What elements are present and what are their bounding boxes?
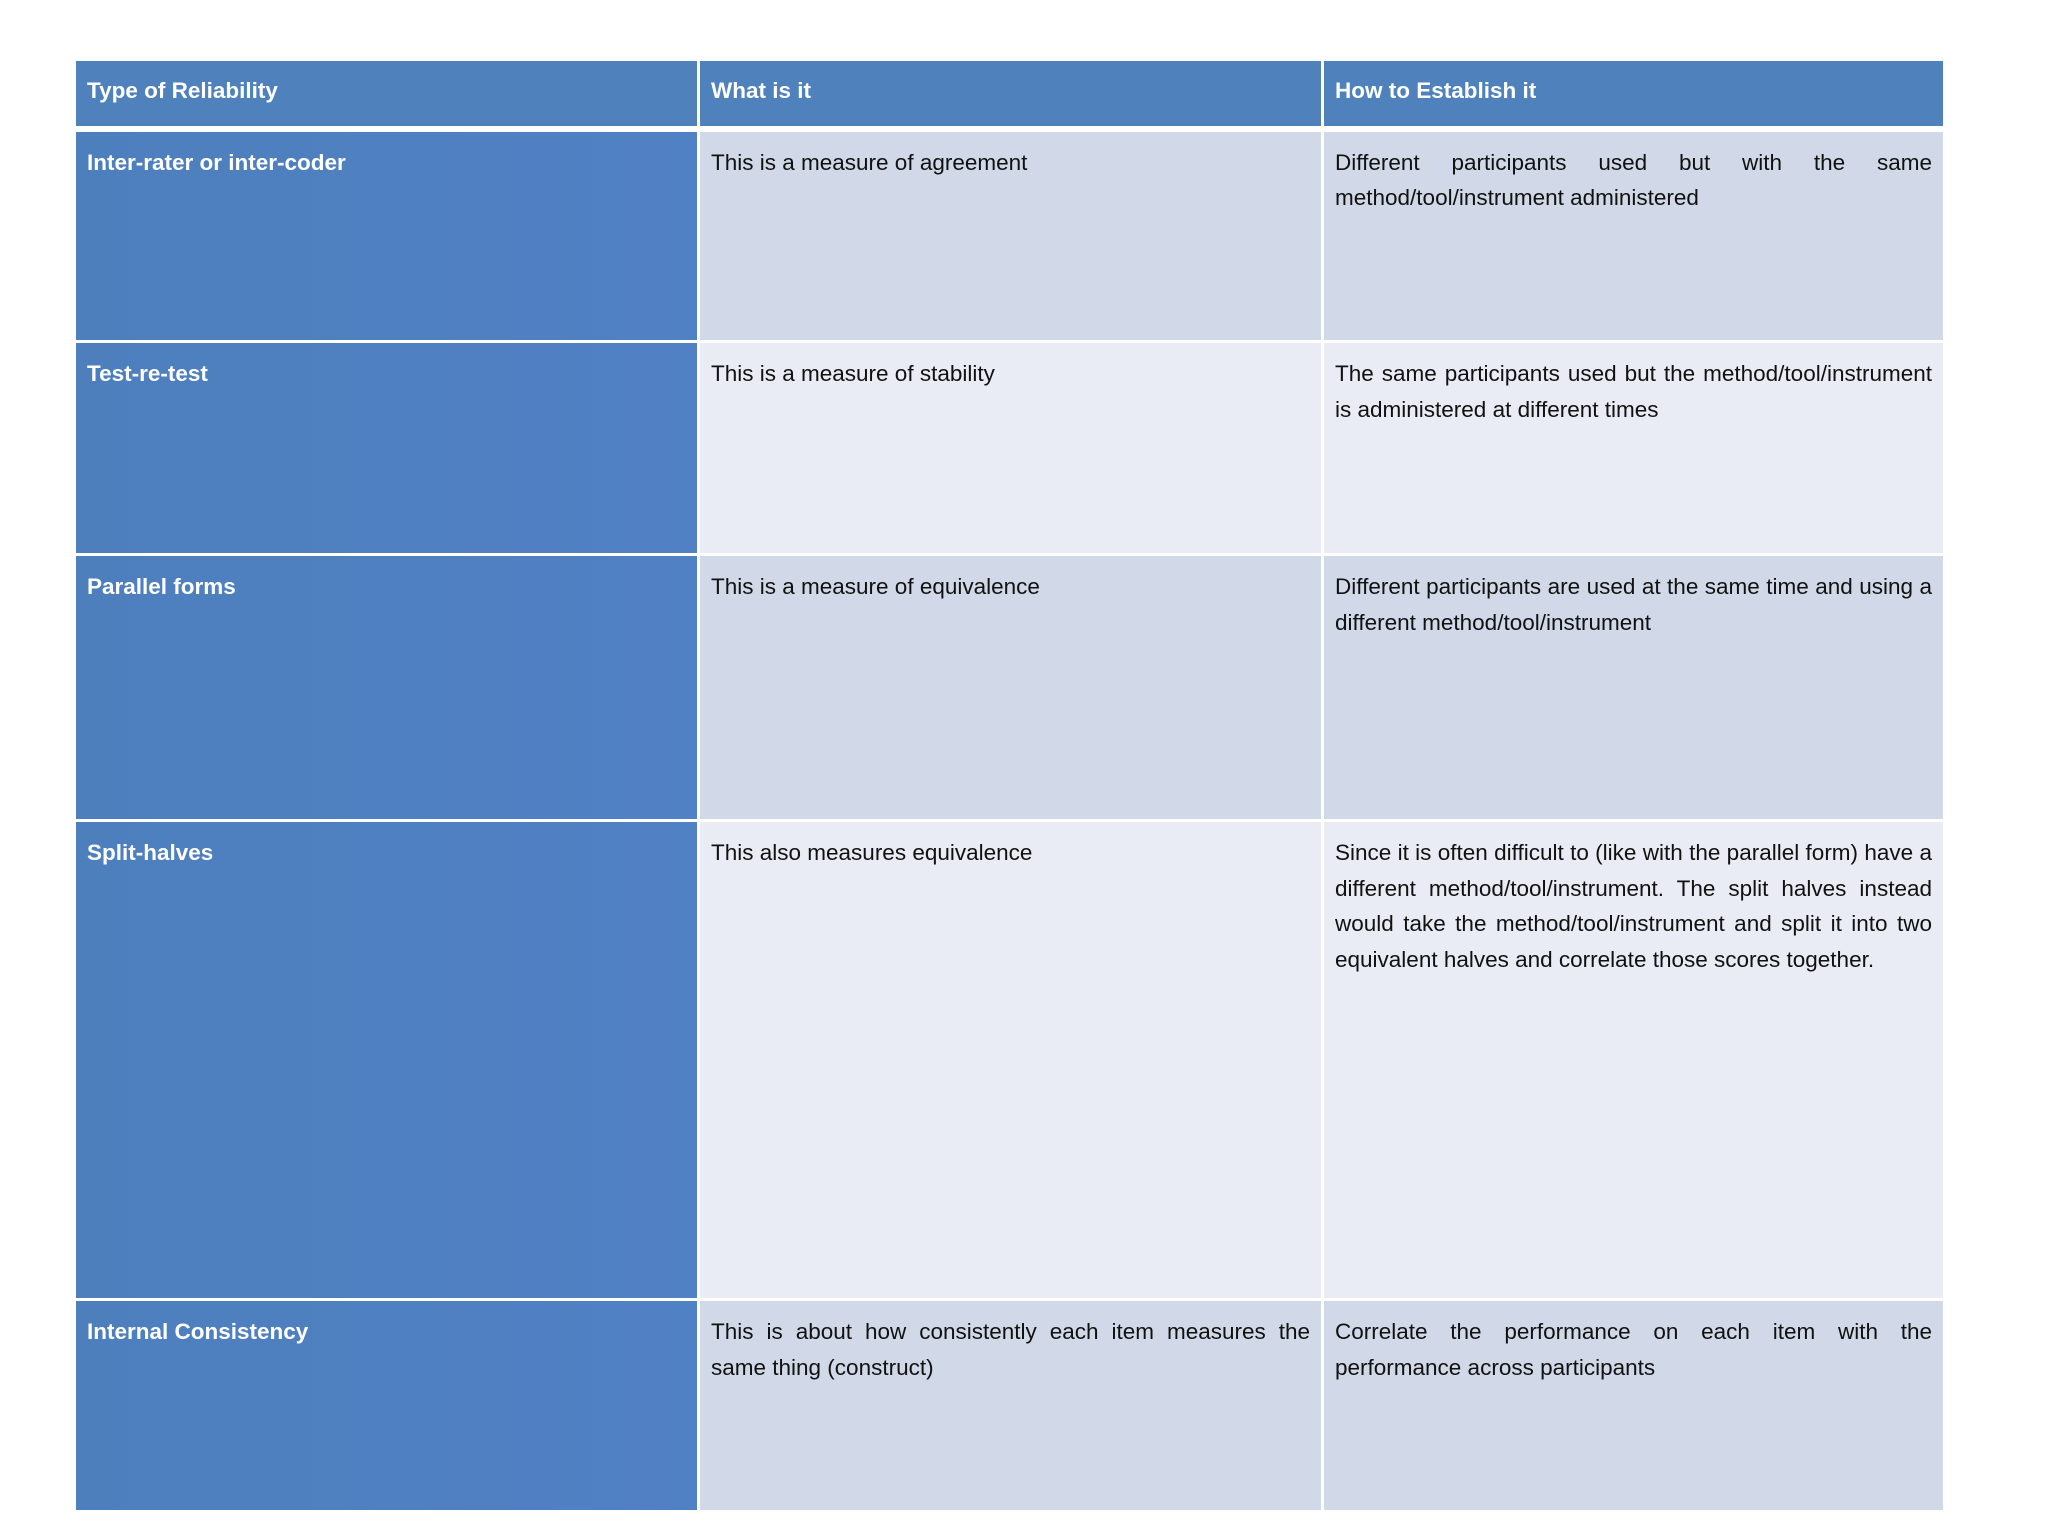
table-row xyxy=(75,129,1945,342)
row-how-cell: Different participants are used at the same time and using a different method/tool/instrument xyxy=(1323,555,1945,821)
header-type-of-reliability: Type of Reliability xyxy=(75,60,699,129)
table-row xyxy=(75,342,1945,555)
table-header-row xyxy=(75,60,1945,129)
row-what-cell: This also measures equivalence xyxy=(699,821,1323,1300)
row-how-cell: Correlate the performance on each item with the performance across participants xyxy=(1323,1300,1945,1512)
row-what-cell: This is a measure of stability xyxy=(699,342,1323,555)
row-type-cell: Test-re-test xyxy=(75,342,699,555)
row-what-cell: This is a measure of agreement xyxy=(699,129,1323,342)
row-type-cell: Parallel forms xyxy=(75,555,699,821)
row-how-cell: Since it is often difficult to (like with the parallel form) have a different method/tool/instrument. The split halves instead would take the method/tool/instrument and split it into two equivalent halves and correlate those scores together. xyxy=(1323,821,1945,1300)
row-type-cell: Internal Consistency xyxy=(75,1300,699,1512)
row-how-cell: The same participants used but the method/tool/instrument is administered at different times xyxy=(1323,342,1945,555)
row-type-cell: Split-halves xyxy=(75,821,699,1300)
reliability-table xyxy=(73,58,1946,1513)
row-how-cell: Different participants used but with the same method/tool/instrument administered xyxy=(1323,129,1945,342)
table-row xyxy=(75,1300,1945,1512)
row-what-cell: This is a measure of equivalence xyxy=(699,555,1323,821)
header-what-is-it: What is it xyxy=(699,60,1323,129)
row-type-cell: Inter-rater or inter-coder xyxy=(75,129,699,342)
row-what-cell: This is about how consistently each item measures the same thing (construct) xyxy=(699,1300,1323,1512)
header-how-to-establish: How to Establish it xyxy=(1323,60,1945,129)
table-row xyxy=(75,821,1945,1300)
table-row xyxy=(75,555,1945,821)
